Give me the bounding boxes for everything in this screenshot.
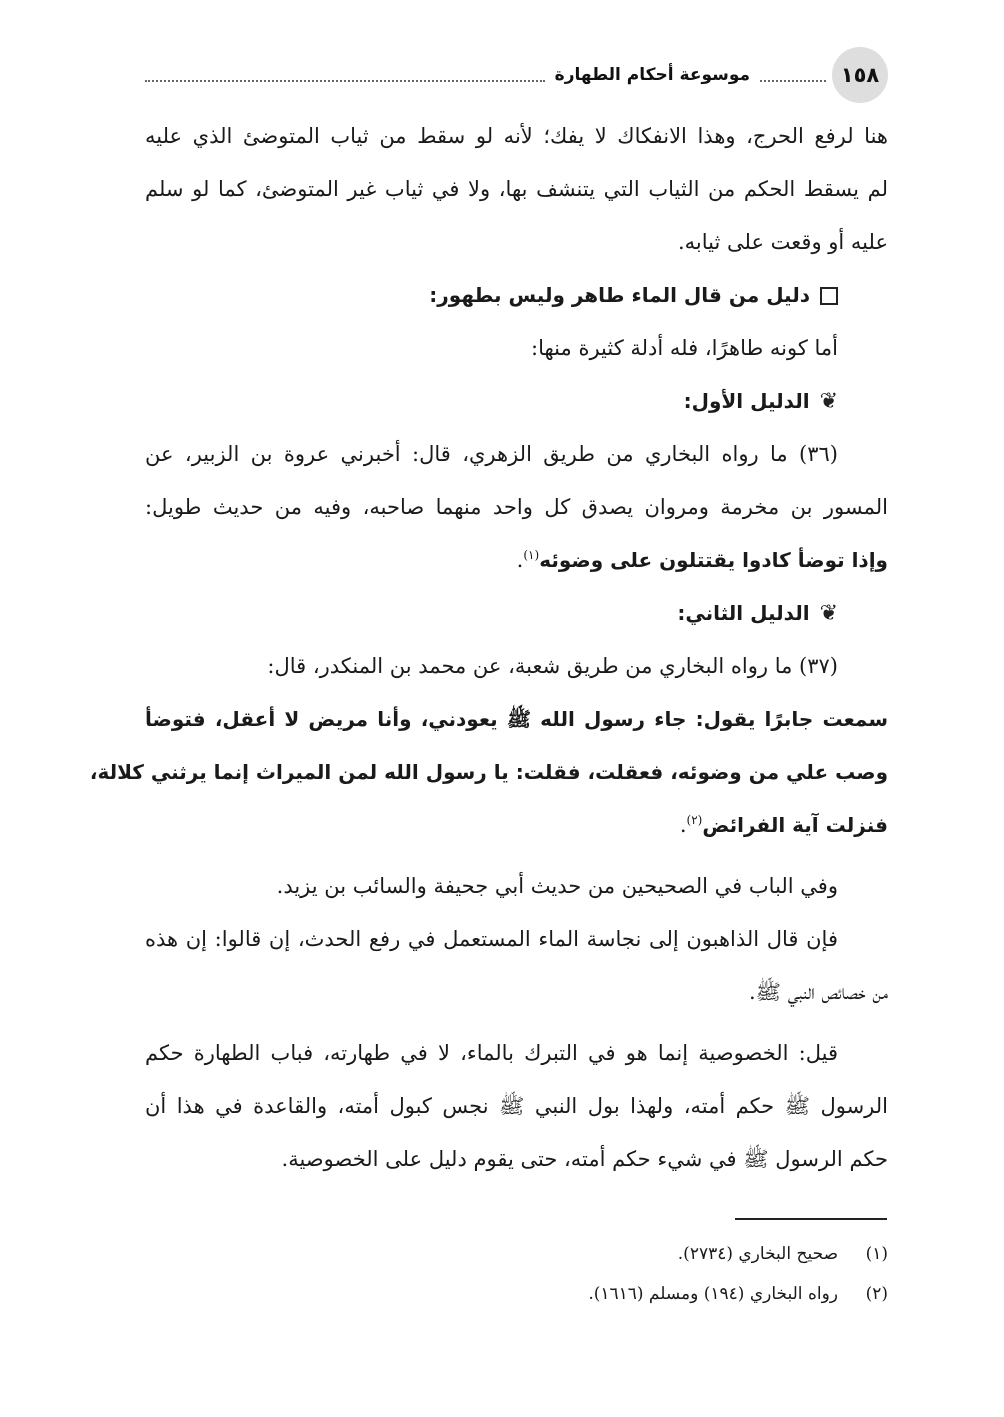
- footnote-text: صحيح البخاري (٢٧٣٤).: [677, 1244, 838, 1264]
- heading-text: دليل من قال الماء طاهر وليس بطهور:: [429, 283, 810, 307]
- evidence-heading: [145, 375, 888, 428]
- hadith-text: وإذا توضأ كادوا يقتتلون على وضوئه: [539, 548, 888, 572]
- text-line: الرسول ﷺ حكم أمته، ولهذا بول النبي ﷺ نجس كبول أمته، والقاعدة في هذا أن: [145, 1094, 888, 1118]
- footnotes: [145, 1234, 888, 1314]
- text-line: (٣٧) ما رواه البخاري من طريق شعبة، عن محمد بن المنكدر، قال:: [267, 654, 838, 678]
- leaf-icon: ❦: [819, 389, 838, 414]
- text-line: [145, 534, 888, 587]
- checkbox-icon: [820, 287, 838, 305]
- footnote: [145, 1234, 888, 1274]
- footnote-text: رواه البخاري (١٩٤) ومسلم (١٦١٦).: [588, 1284, 838, 1304]
- evidence-heading: [145, 587, 888, 640]
- heading-text: الدليل الثاني:: [677, 601, 810, 625]
- page-number: ١٥٨: [832, 47, 888, 103]
- text-line: من خصائص النبي ﷺ.: [748, 980, 888, 1004]
- text-line: [145, 799, 888, 852]
- text-line: المسور بن مخرمة ومروان يصدق كل واحد منهما صاحبه، وفيه من حديث طويل:: [145, 495, 888, 519]
- text-line: حكم الرسول ﷺ في شيء حكم أمته، حتى يقوم دليل على الخصوصية.: [281, 1147, 888, 1171]
- footnote-number: (٢): [865, 1284, 888, 1304]
- text-line: عليه أو وقعت على ثيابه.: [677, 230, 888, 254]
- running-header: [145, 46, 888, 104]
- punctuation: .: [679, 813, 687, 837]
- footnote-ref[interactable]: (٢): [686, 813, 703, 827]
- header-leader-dots: [145, 80, 545, 82]
- text-line: فإن قال الذاهبون إلى نجاسة الماء المستعمل في رفع الحدث، إن قالوا: إن هذه: [145, 927, 838, 951]
- punctuation: .: [516, 548, 524, 572]
- text-line: قيل: الخصوصية إنما هو في التبرك بالماء، لا في طهارته، فباب الطهارة حكم: [145, 1041, 838, 1065]
- text-line: أما كونه طاهرًا، فله أدلة كثيرة منها:: [531, 336, 838, 360]
- text-line: هنا لرفع الحرج، وهذا الانفكاك لا يفك؛ لأنه لو سقط من ثياب المتوضئ الذي عليه: [145, 124, 888, 148]
- hadith-line: سمعت جابرًا يقول: جاء رسول الله ﷺ يعودني، وأنا مريض لا أعقل، فتوضأ: [145, 707, 888, 731]
- text-line: (٣٦) ما رواه البخاري من طريق الزهري، قال: أخبرني عروة بن الزبير، عن: [145, 442, 838, 466]
- heading-text: الدليل الأول:: [683, 389, 810, 413]
- footnote-number: (١): [865, 1244, 888, 1264]
- footnote-ref[interactable]: (١): [523, 548, 540, 562]
- hadith-line: وصب علي من وضوئه، فعقلت، فقلت: يا رسول الله لمن الميراث إنما يرثني كلالة،: [89, 760, 888, 784]
- section-heading: [145, 269, 888, 322]
- book-title: موسوعة أحكام الطهارة: [554, 65, 750, 85]
- body-text: [89, 110, 888, 1186]
- text-line: لم يسقط الحكم من الثياب التي يتنشف بها، ولا في ثياب غير المتوضئ، كما لو سلم: [145, 177, 888, 201]
- footnote: [145, 1274, 888, 1314]
- footnote-separator: [735, 1218, 887, 1220]
- hadith-text: فنزلت آية الفرائض: [702, 813, 888, 837]
- header-leader-dots: [760, 80, 826, 82]
- leaf-icon: ❦: [819, 601, 838, 626]
- text-line: وفي الباب في الصحيحين من حديث أبي جحيفة والسائب بن يزيد.: [276, 874, 838, 898]
